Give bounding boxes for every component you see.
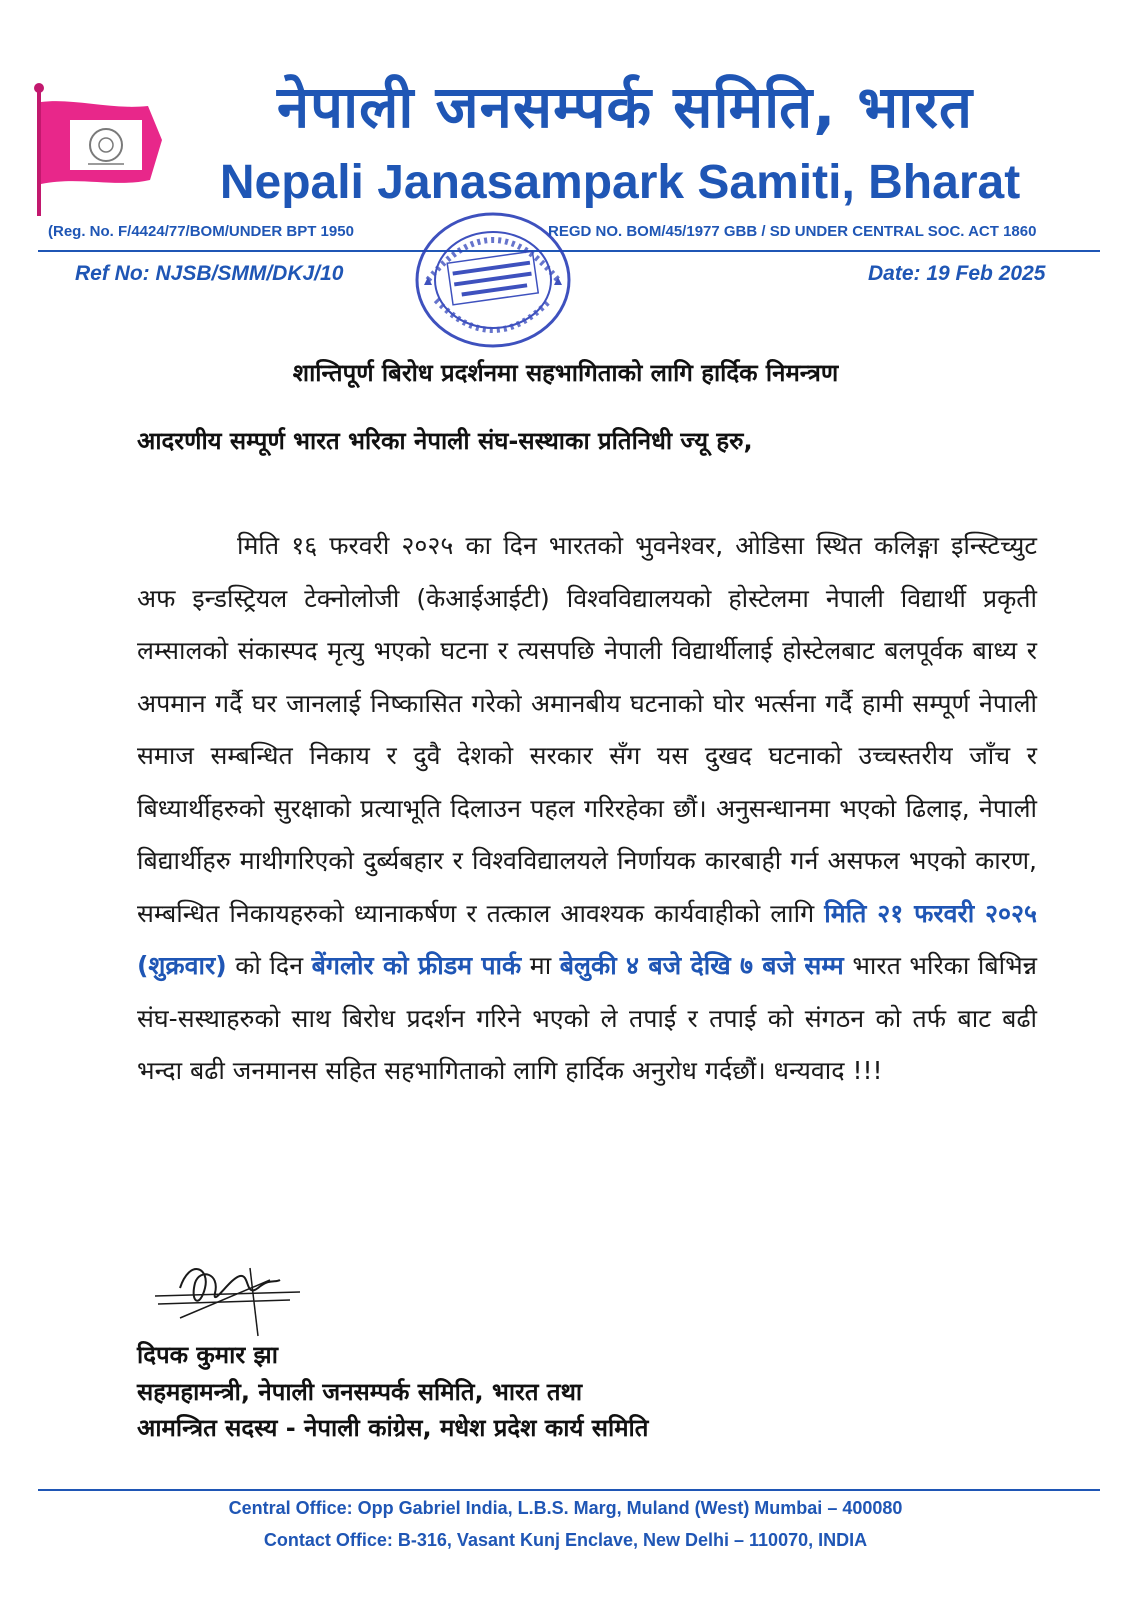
flag-logo-icon	[30, 80, 170, 220]
signatory-name: दिपक कुमार झा	[137, 1341, 278, 1369]
org-name-nepali: नेपाली जनसम्पर्क समिति, भारत	[276, 73, 974, 141]
signatory-role-line2: आमन्त्रित सदस्य - नेपाली कांग्रेस, मधेश प्रदेश कार्य समिति	[137, 1414, 649, 1442]
body-text-1: मिति १६ फरवरी २०२५ का दिन भारतको भुवनेश्वर, ओडिसा स्थित कलिङ्गा इन्स्टिच्युट अफ इन्डस्ट्रियल टेक्नोलोजी (केआईआईटी) विश्वविद्यालयको होस्टेलमा नेपाली विद्यार्थी प्रकृती लम्सालको संकास्पद मृत्यु भएको घटना र त्यसपछि नेपाली विद्यार्थीलाई होस्टेलबाट बलपूर्वक बाध्य र अपमान गर्दै घर जानलाई निष्कासित गरेको अमानबीय घटनाको घोर भर्त्सना गर्दै हामी सम्पूर्ण नेपाली समाज सम्बन्धित निकाय र दुवै देशको सरकार सँग यस दुखद घटनाको उच्चस्तरीय जाँच र बिध्यार्थीहरुको सुरक्षाको प्रत्याभूति दिलाउन पहल गरिरहेका छौं। अनुसन्धानमा भएको ढिलाइ, नेपाली बिद्यार्थीहरु माथीगरिएको दुर्ब्यबहार र विश्वविद्यालयले निर्णायक कारबाही गर्न असफल भएको कारण, सम्बन्धित निकायहरुको ध्यानाकर्षण र तत्काल आवश्यक कार्यवाहीको लागि	[137, 531, 1037, 928]
body-text-2: को दिन	[235, 951, 304, 980]
registration-left: (Reg. No. F/4424/77/BOM/UNDER BPT 1950	[48, 223, 354, 240]
org-name-english: Nepali Janasampark Samiti, Bharat	[219, 156, 1021, 209]
letter-body	[137, 520, 1037, 1098]
highlight-place: बेंगलोर को फ्रीडम पार्क	[311, 951, 522, 980]
letter-salutation: आदरणीय सम्पूर्ण भारत भरिका नेपाली संघ-सस्थाका प्रतिनिधी ज्यू हरु,	[137, 427, 753, 455]
letter-subject: शान्तिपूर्ण बिरोध प्रदर्शनमा सहभागिताको लागि हार्दिक निमन्त्रण	[292, 359, 839, 387]
letter-date: Date: 19 Feb 2025	[868, 262, 1046, 285]
signatory-role-line1: सहमहामन्त्री, नेपाली जनसम्पर्क समिति, भारत तथा	[137, 1378, 583, 1406]
body-text-3: मा	[529, 951, 552, 980]
handwritten-signature-icon	[150, 1248, 310, 1338]
official-stamp-icon	[408, 205, 578, 355]
central-office-address: Central Office: Opp Gabriel India, L.B.S. Marg, Muland (West) Mumbai – 400080	[228, 1498, 903, 1518]
body-paragraph	[137, 520, 1037, 1098]
body-text-4: भारत भरिका बिभिन्न संघ-सस्थाहरुको साथ बिरोध प्रदर्शन गरिने भएको ले तपाई र तपाई को संगठन को तर्फ बाट बढी भन्दा बढी जनमानस सहित सहभागिताको लागि हार्दिक अनुरोध गर्दछौं। धन्यवाद !!!	[137, 951, 1037, 1085]
registration-right: REGD NO. BOM/45/1977 GBB / SD UNDER CENTRAL SOC. ACT 1860	[548, 223, 1037, 240]
highlight-date: मिति २१ फरवरी २०२५ (शुक्रवार)	[137, 898, 1037, 980]
highlight-time: बेलुकी ४ बजे देखि ७ बजे सम्म	[559, 951, 844, 980]
reference-number: Ref No: NJSB/SMM/DKJ/10	[75, 262, 344, 285]
contact-office-address: Contact Office: B-316, Vasant Kunj Enclave, New Delhi – 110070, INDIA	[263, 1530, 868, 1550]
footer-divider	[38, 1489, 1100, 1491]
